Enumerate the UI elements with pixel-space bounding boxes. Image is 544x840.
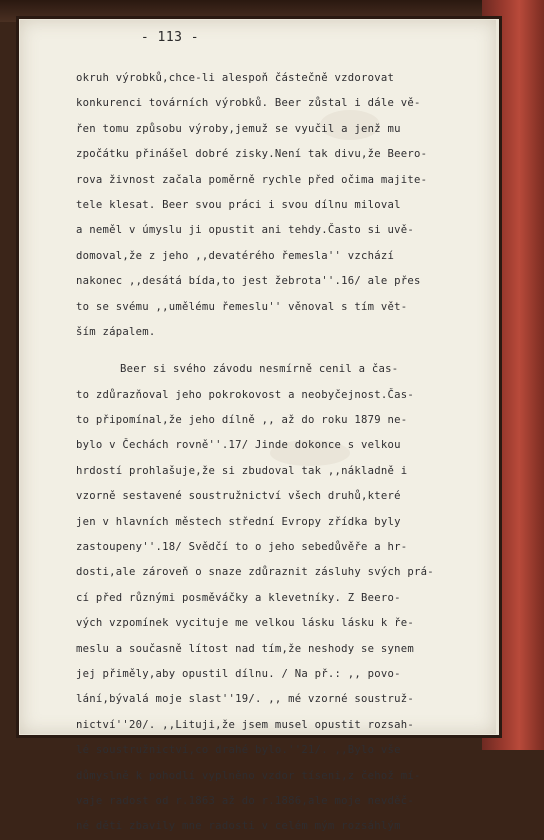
text-line: cí před různými posměváčky a klevetníky. Z Beero- <box>76 591 401 604</box>
text-line: důmyslně k pohodlí vyplněno vzdor tíseni,z čehož mí- <box>76 769 421 782</box>
text-line: rova živnost začala poměrně rychle před očima majite- <box>76 173 428 186</box>
paragraph-spacer <box>76 345 466 357</box>
text-line: zpočátku přinášel dobré zisky.Není tak divu,že Beero- <box>76 148 428 161</box>
text-line: nakonec ,,desátá bída,to jest žebrota''.16/ ale přes <box>76 275 421 288</box>
text-line: hrdostí prohlašuje,že si zbudoval tak ,,nákladně i <box>76 464 408 477</box>
text-line: lé soustružnictví,co drahé bylo.''21/. ,,Bylo vše <box>76 744 401 757</box>
text-line: Beer si svého závodu nesmírně cenil a čas- <box>120 363 399 376</box>
text-line: ším zápalem. <box>76 325 156 338</box>
text-line: to zdůrazňoval jeho pokrokovost a neobyčejnost.Čas- <box>76 388 415 401</box>
text-line: tele klesat. Beer svou práci i svou dílnu miloval <box>76 198 401 211</box>
text-line: né děti zbavily mne radosti v celém mým rozsáhlým <box>76 820 401 833</box>
text-line: lání,bývalá moje slast''19/. ,, mé vzorné soustruž- <box>76 693 415 706</box>
text-line: to se svému ,,umělému řemeslu'' věnoval s tím vět- <box>76 300 408 313</box>
text-line: nictví''20/. ,,Lituji,že jsem musel opustit rozsah- <box>76 718 415 731</box>
text-line: domoval,že z jeho ,,devatérého řemesla'' vzchází <box>76 249 395 262</box>
typewritten-text <box>76 66 466 840</box>
text-line: meslu a současně lítost nad tím,že neshody se synem <box>76 642 415 655</box>
text-line: konkurenci továrních výrobků. Beer zůstal i dále vě- <box>76 97 421 110</box>
text-line: dosti,ale zároveň o snaze zdůraznit zásluhy svých prá- <box>76 566 434 579</box>
document-page <box>20 20 496 833</box>
text-line: bylo v Čechách rovně''.17/ Jinde dokonce s velkou <box>76 439 401 452</box>
text-line: okruh výrobků,chce-li alespoň částečně vzdorovat <box>76 72 395 84</box>
text-line: vých vzpomínek vycituje me velkou lásku lásku k ře- <box>76 617 415 630</box>
text-line: jen v hlavních městech střední Evropy zřídka byly <box>76 515 401 528</box>
text-line: vaje radost od r.1863 až do r.1886,ale moje nevděč- <box>76 794 415 807</box>
text-line: řen tomu způsobu výroby,jemuž se vyučil a jenž mu <box>76 122 401 135</box>
text-line: zastoupeny''.18/ Svědčí to o jeho sebedůvěře a hr- <box>76 541 408 554</box>
page-number: - 113 - <box>140 30 200 45</box>
text-line: to připomínal,že jeho dílně ,, až do roku 1879 ne- <box>76 414 408 427</box>
text-line: a neměl v úmyslu ji opustit ani tehdy.Často si uvě- <box>76 224 415 237</box>
text-line: jej přiměly,aby opustil dílnu. / Na př.: ,, povo- <box>76 667 401 680</box>
text-line: vzorně sestavené soustružnictví všech druhů,které <box>76 490 401 503</box>
